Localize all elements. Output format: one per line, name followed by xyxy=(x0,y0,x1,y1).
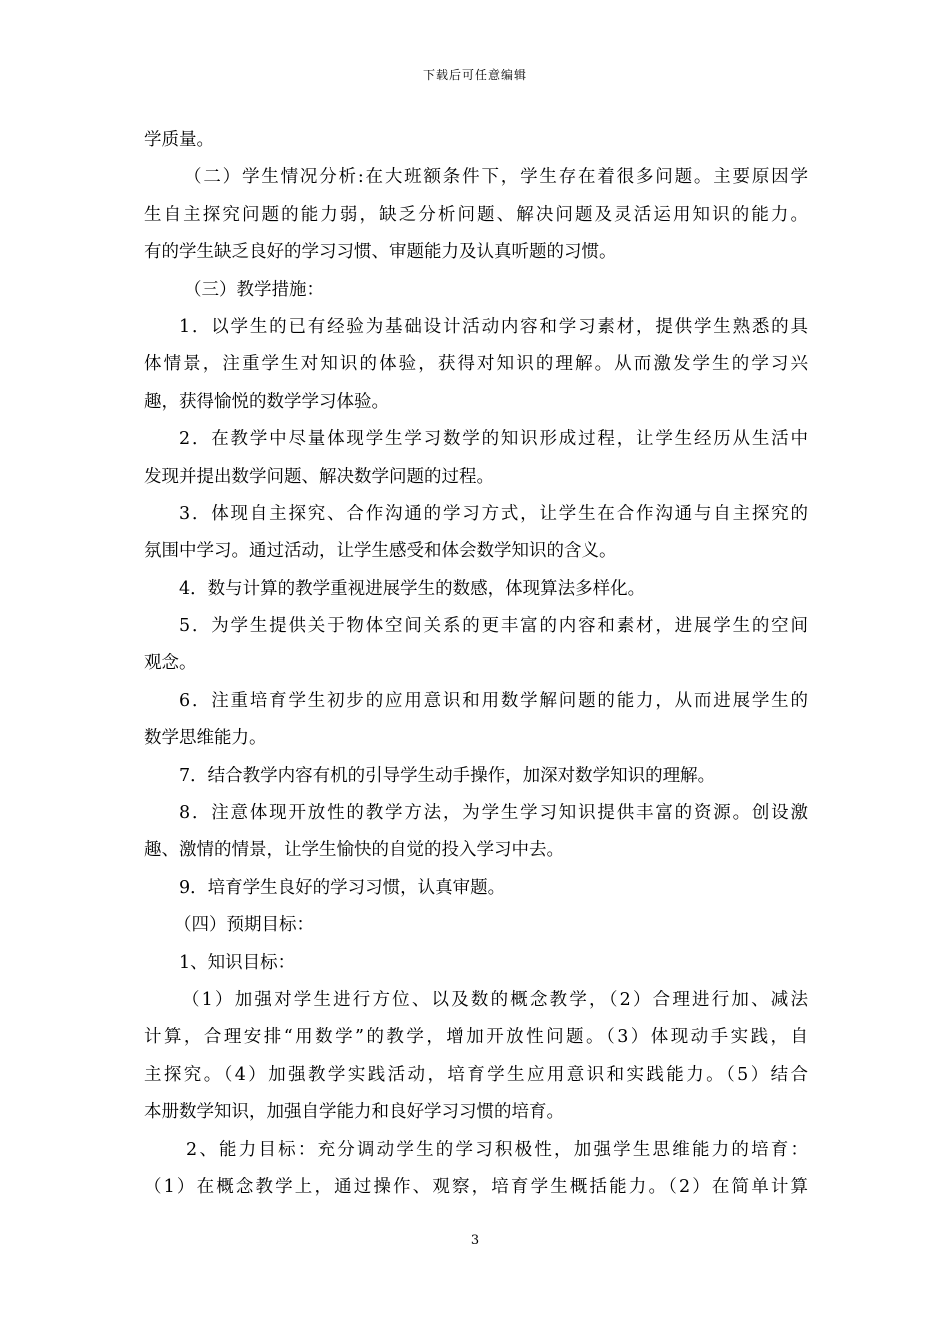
paragraph-line: 学质量。 xyxy=(144,130,214,150)
paragraph-line: （四）预期目标： xyxy=(174,915,314,936)
paragraph-line: （1）在概念教学上，通过操作、观察，培育学生概括能力。（2）在简单计算 xyxy=(144,1176,808,1197)
paragraph-line: 有的学生缺乏良好的学习习惯、审题能力及认真听题的习惯。 xyxy=(144,242,617,263)
paragraph-line: 数学思维能力。 xyxy=(144,728,267,749)
paragraph-line: 氛围中学习。通过活动，让学生感受和体会数学知识的含义。 xyxy=(144,541,617,562)
page-number: 3 xyxy=(470,1233,480,1248)
paragraph-line: 趣、激情的情景，让学生愉快的自觉的投入学习中去。 xyxy=(144,840,564,861)
paragraph-line: 7．结合教学内容有机的引导学生动手操作，加深对数学知识的理解。 xyxy=(179,765,716,786)
paragraph-line: 3．体现自主探究、合作沟通的学习方式，让学生在合作沟通与自主探究的 xyxy=(179,503,808,524)
paragraph-line: 本册数学知识，加强自学能力和良好学习习惯的培育。 xyxy=(144,1102,564,1123)
paragraph-line: 体情景，注重学生对知识的体验，获得对知识的理解。从而激发学生的学习兴 xyxy=(144,354,808,375)
paragraph-line: 6．注重培育学生初步的应用意识和用数学解问题的能力，从而进展学生的 xyxy=(179,690,808,711)
paragraph-line: 4．数与计算的教学重视进展学生的数感，体现算法多样化。 xyxy=(179,578,646,599)
paragraph-line: 观念。 xyxy=(144,653,197,674)
paragraph-line: 计算，合理安排“用数学”的教学，增加开放性问题。（3）体现动手实践，自 xyxy=(144,1027,808,1048)
paragraph-line: 主探究。（4）加强教学实践活动，培育学生应用意识和实践能力。（5）结合 xyxy=(144,1064,808,1085)
paragraph-line: （1）加强对学生进行方位、以及数的概念教学，（2）合理进行加、减法 xyxy=(182,989,808,1010)
paragraph-line: 2、能力目标：充分调动学生的学习积极性，加强学生思维能力的培育： xyxy=(186,1139,808,1160)
paragraph-line: 9．培育学生良好的学习习惯，认真审题。 xyxy=(179,877,506,898)
paragraph-line: （二）学生情况分析:在大班额条件下，学生存在着很多问题。主要原因学 xyxy=(184,167,808,188)
document-body xyxy=(144,122,808,1206)
page-header: 下载后可任意编辑 xyxy=(422,68,527,82)
paragraph-line: 趣，获得愉悦的数学学习体验。 xyxy=(144,391,389,412)
paragraph-line: 1、知识目标： xyxy=(179,952,296,973)
paragraph-line: 1．以学生的已有经验为基础设计活动内容和学习素材，提供学生熟悉的具 xyxy=(179,316,808,337)
paragraph-line: （三）教学措施： xyxy=(184,279,324,300)
paragraph-line: 5．为学生提供关于物体空间关系的更丰富的内容和素材，进展学生的空间 xyxy=(179,616,808,637)
paragraph-line: 2．在教学中尽量体现学生学习数学的知识形成过程，让学生经历从生活中 xyxy=(179,429,808,450)
paragraph-line: 发现并提出数学问题、解决数学问题的过程。 xyxy=(144,466,494,487)
paragraph-line: 8．注意体现开放性的教学方法，为学生学习知识提供丰富的资源。创设激 xyxy=(179,803,808,824)
paragraph-line: 生自主探究问题的能力弱，缺乏分析问题、解决问题及灵活运用知识的能力。 xyxy=(144,204,808,225)
